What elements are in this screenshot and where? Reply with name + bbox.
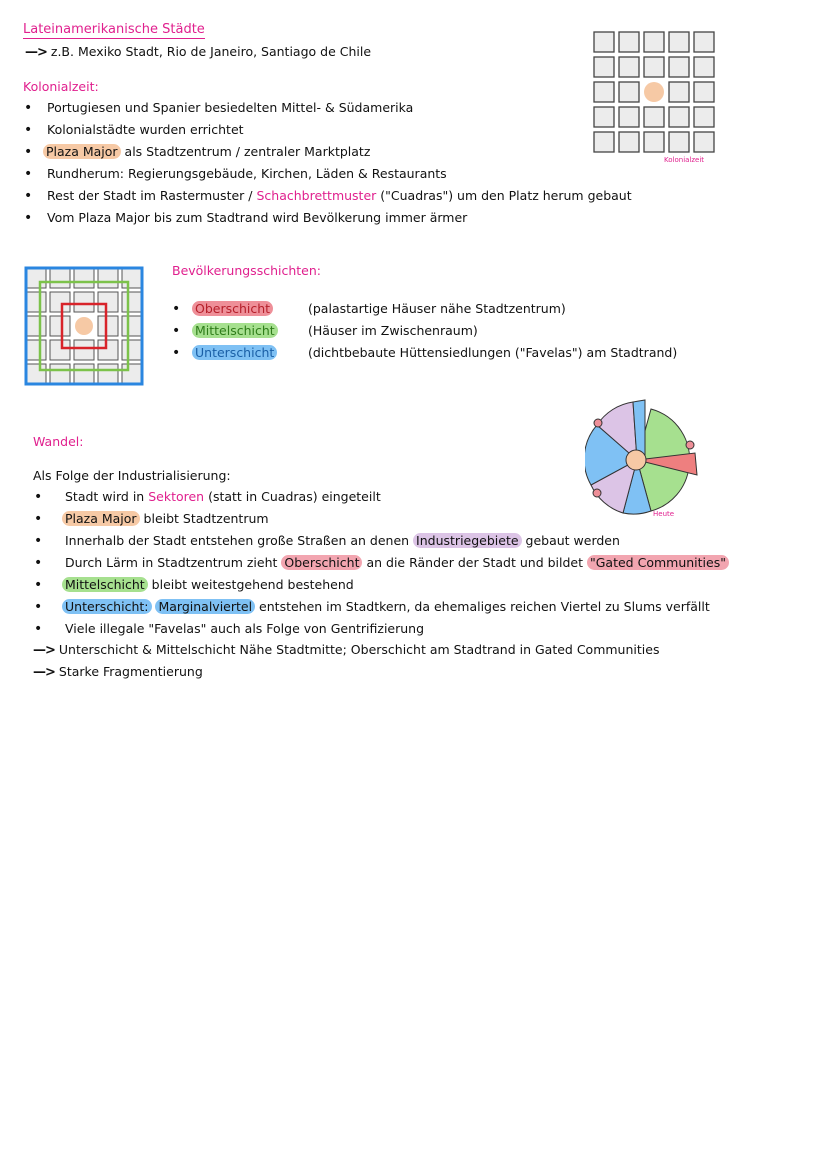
layer-item-unterschicht: Unterschicht (192, 345, 277, 360)
colonial-grid-diagram (590, 28, 720, 168)
list-item: Kolonialstädte wurden errichtet (47, 122, 244, 137)
bullet-icon: • (24, 100, 33, 116)
change-heading: Wandel: (33, 434, 84, 449)
highlight-unterschicht: Unterschicht: (62, 599, 152, 614)
arrow-icon: —> (33, 643, 55, 658)
layer-item-mittelschicht: Mittelschicht (192, 323, 278, 338)
bullet-icon: • (34, 577, 43, 593)
highlight-mittelschicht: Mittelschicht (62, 577, 148, 592)
arrow-icon: —> (33, 665, 55, 680)
list-item: Vom Plaza Major bis zum Stadtrand wird Bevölkerung immer ärmer (47, 210, 468, 225)
plaza-circle (75, 317, 93, 335)
list-item: Rundherum: Regierungsgebäude, Kirchen, Läden & Restaurants (47, 166, 447, 181)
plaza-circle (626, 450, 646, 470)
highlight-plaza-major: Plaza Major (62, 511, 140, 526)
gated-community-dot (686, 441, 694, 449)
bullet-icon: • (24, 122, 33, 138)
colonial-heading: Kolonialzeit: (23, 79, 99, 94)
plaza-circle (644, 82, 664, 102)
list-item: Rest der Stadt im Rastermuster / Schachbrettmuster ("Cuadras") um den Platz herum gebaut (47, 188, 632, 203)
list-item: Plaza Major bleibt Stadtzentrum (62, 511, 269, 526)
layers-heading: Bevölkerungsschichten: (172, 263, 321, 278)
change-intro: Als Folge der Industrialisierung: (33, 468, 231, 483)
bullet-icon: • (24, 188, 33, 204)
highlight-plaza-major: Plaza Major (43, 144, 121, 159)
colonial-diagram-label: Kolonialzeit (664, 156, 705, 164)
gated-community-dot (594, 419, 602, 427)
gated-community-dot (593, 489, 601, 497)
bullet-icon: • (24, 210, 33, 226)
bullet-icon: • (34, 533, 43, 549)
highlight-industriegebiete: Industriegebiete (413, 533, 522, 548)
bullet-icon: • (172, 345, 181, 361)
population-layers-diagram (22, 264, 146, 388)
list-item: Portugiesen und Spanier besiedelten Mittel- & Südamerika (47, 100, 414, 115)
list-item: Plaza Major als Stadtzentrum / zentraler Marktplatz (43, 144, 370, 159)
change-diagram-label: Heute (653, 510, 675, 518)
bullet-icon: • (172, 323, 181, 339)
bullet-icon: • (34, 511, 43, 527)
sector-model-diagram (585, 395, 705, 525)
bullet-icon: • (172, 301, 181, 317)
examples-line: —> z.B. Mexiko Stadt, Rio de Janeiro, Santiago de Chile (25, 44, 372, 60)
layer-desc: (dichtbebaute Hüttensiedlungen ("Favelas") am Stadtrand) (308, 345, 678, 360)
page-title: Lateinamerikanische Städte (23, 22, 205, 37)
highlight-oberschicht: Oberschicht (281, 555, 362, 570)
list-item: Innerhalb der Stadt entstehen große Straßen an denen Industriegebiete gebaut werden (65, 533, 620, 548)
bullet-icon: • (24, 144, 33, 160)
arrow-icon: —> (25, 45, 47, 60)
highlight-marginalviertel: Marginalviertel (155, 599, 255, 614)
highlight-gated-communities: "Gated Communities" (587, 555, 729, 570)
bullet-icon: • (34, 489, 43, 505)
layer-desc: (palastartige Häuser nähe Stadtzentrum) (308, 301, 566, 316)
conclusion-line: —> Unterschicht & Mittelschicht Nähe Stadtmitte; Oberschicht am Stadtrand in Gated Communities (33, 642, 660, 658)
term-sektoren: Sektoren (148, 489, 205, 504)
layer-desc: (Häuser im Zwischenraum) (308, 323, 478, 338)
list-item: Unterschicht: Marginalviertel entstehen im Stadtkern, da ehemaliges reichen Viertel zu Slums verfällt (62, 599, 710, 614)
list-item: Mittelschicht bleibt weitestgehend bestehend (62, 577, 354, 592)
term-schachbrettmuster: Schachbrettmuster (256, 188, 377, 203)
conclusion-line: —> Starke Fragmentierung (33, 664, 203, 680)
bullet-icon: • (34, 621, 43, 637)
bullet-icon: • (24, 166, 33, 182)
bullet-icon: • (34, 599, 43, 615)
bullet-icon: • (34, 555, 43, 571)
list-item: Viele illegale "Favelas" auch als Folge von Gentrifizierung (65, 621, 425, 636)
list-item: Stadt wird in Sektoren (statt in Cuadras) eingeteilt (65, 489, 381, 504)
list-item: Durch Lärm in Stadtzentrum zieht Oberschicht an die Ränder der Stadt und bildet "Gated Communities" (65, 555, 729, 570)
layer-item-oberschicht: Oberschicht (192, 301, 273, 316)
